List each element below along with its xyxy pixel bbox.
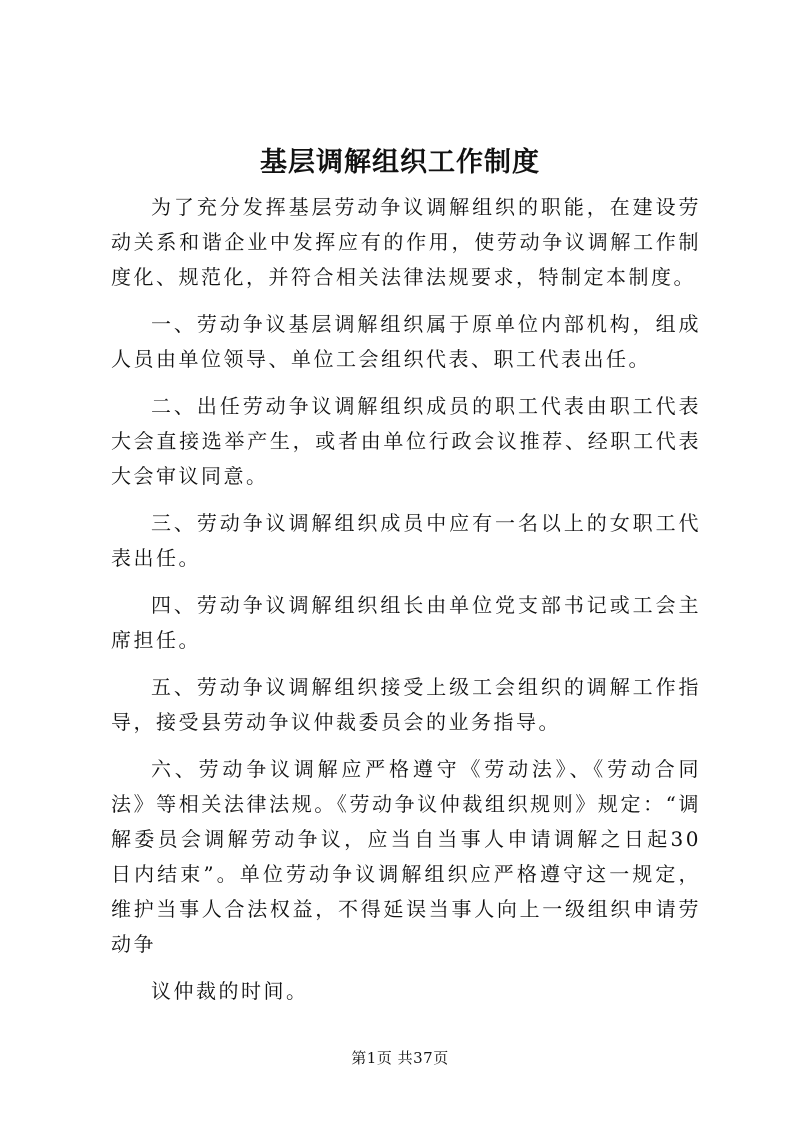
paragraph-intro: 为了充分发挥基层劳动争议调解组织的职能，在建设劳动关系和谐企业中发挥应有的作用，使劳动争议调解工作制度化、规范化，并符合相关法律法规要求，特制定本制度。 — [111, 195, 701, 289]
paragraph-clause-1: 一、劳动争议基层调解组织属于原单位内部机构，组成人员由单位领导、单位工会组织代表、职工代表出任。 — [111, 312, 701, 371]
document-title: 基层调解组织工作制度 — [260, 147, 540, 178]
paragraph-clause-4: 四、劳动争议调解组织组长由单位党支部书记或工会主席担任。 — [111, 593, 701, 652]
paragraph-clause-5: 五、劳动争议调解组织接受上级工会组织的调解工作指导，接受县劳动争议仲裁委员会的业务指导。 — [111, 675, 701, 734]
paragraph-clause-3: 三、劳动争议调解组织成员中应有一名以上的女职工代表出任。 — [111, 511, 701, 570]
paragraph-clause-2: 二、出任劳动争议调解组织成员的职工代表由职工代表大会直接选举产生，或者由单位行政会议推荐、经职工代表大会审议同意。 — [111, 394, 701, 488]
paragraph-continuation: 议仲裁的时间。 — [151, 979, 309, 1003]
document-body — [111, 190, 701, 1021]
page-footer: 第1页 共37页 — [351, 1049, 449, 1067]
paragraph-clause-6: 六、劳动争议调解应严格遵守《劳动法》、《劳动合同法》等相关法律法规。《劳动争议仲裁组织规则》规定：“调解委员会调解劳动争议，应当自当事人申请调解之日起30日内结束”。单位劳动争议调解组织应严格遵守这一规定，维护当事人合法权益，不得延误当事人向上一级组织申请劳动争 — [111, 757, 701, 956]
